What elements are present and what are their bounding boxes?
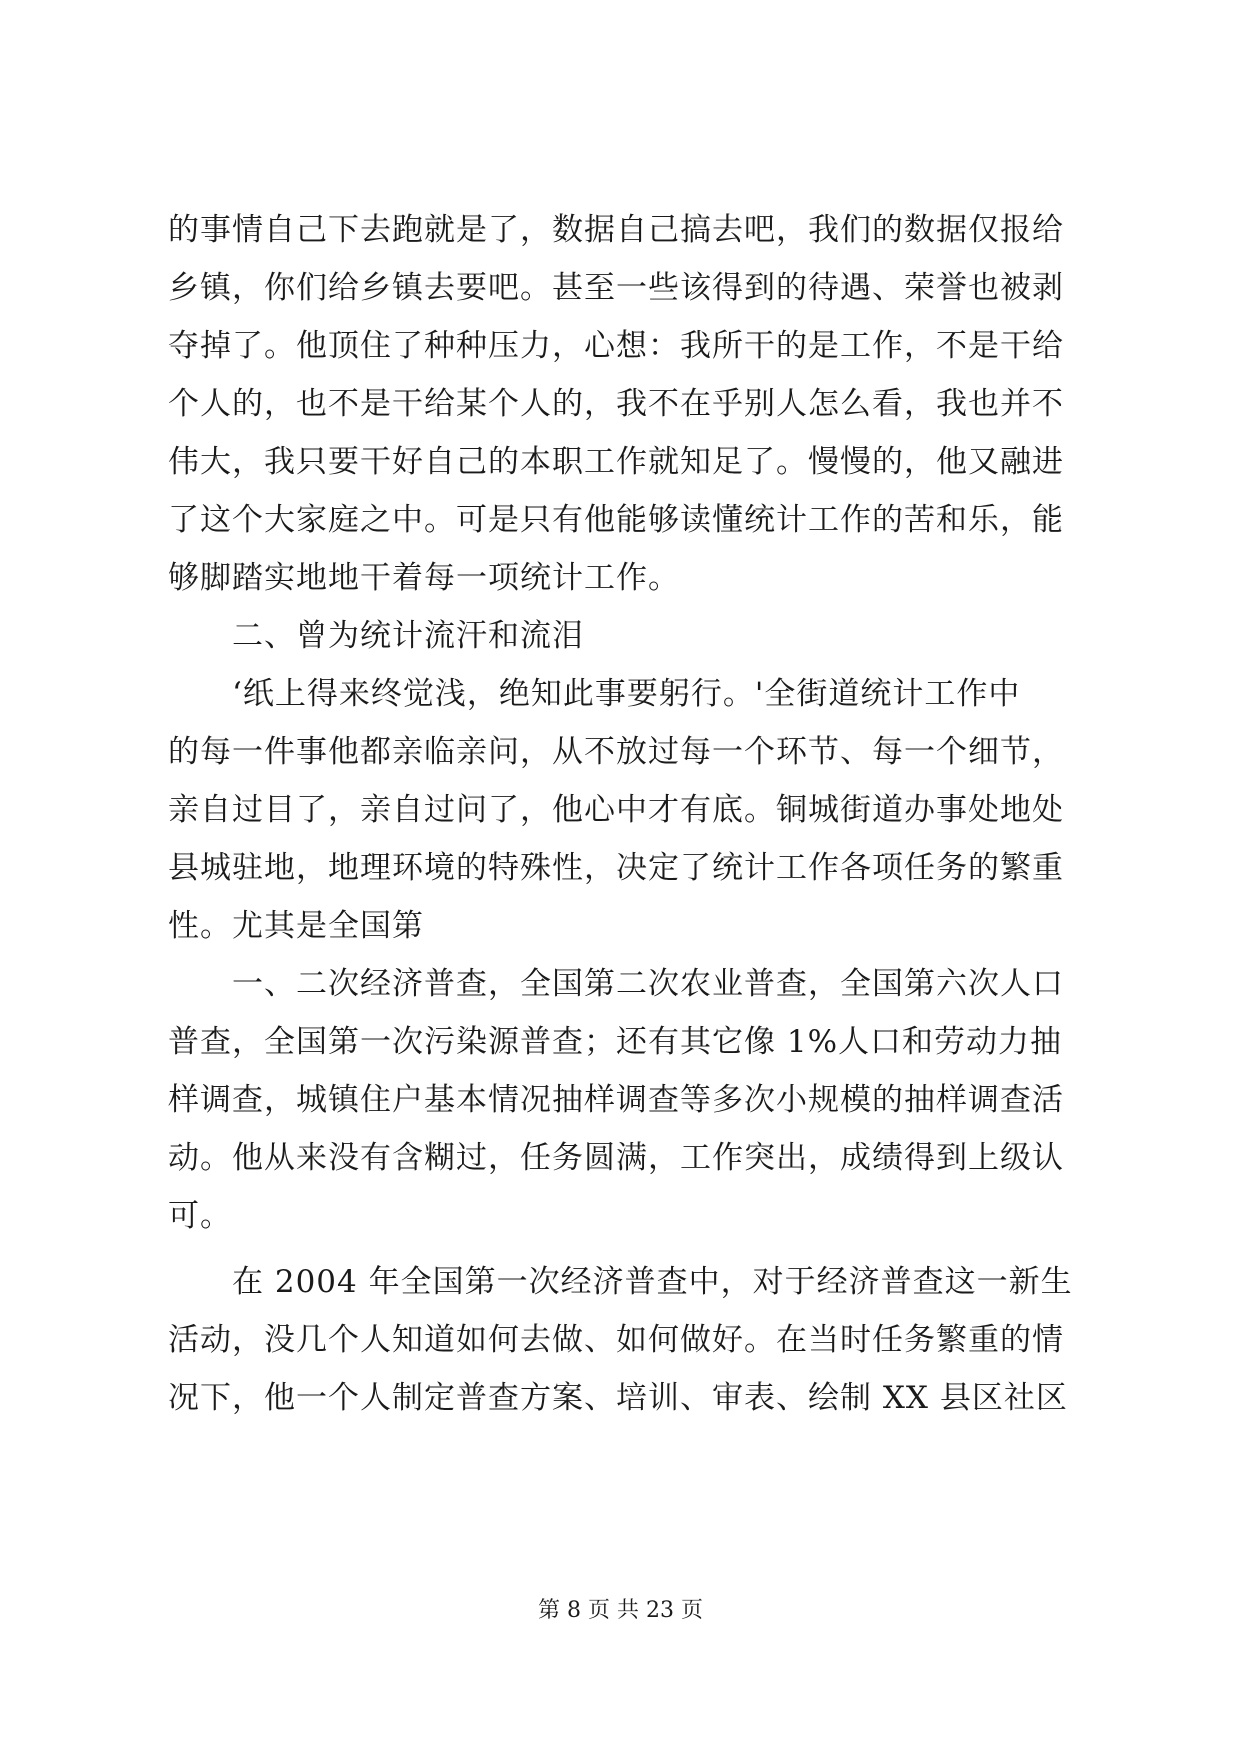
text-line: 可。 <box>168 1198 232 1234</box>
text-line: 样调查，城镇住户基本情况抽样调查等多次小规模的抽样调查活 <box>168 1082 1064 1118</box>
text-line: 了这个大家庭之中。可是只有他能够读懂统计工作的苦和乐，能 <box>168 502 1064 538</box>
text-line: 动。他从来没有含糊过，任务圆满，工作突出，成绩得到上级认 <box>168 1140 1064 1176</box>
page-footer: 第 8 页 共 23 页 <box>538 1598 703 1623</box>
text-line: 的每一件事他都亲临亲问，从不放过每一个环节、每一个细节， <box>168 734 1064 770</box>
text-line: 够脚踏实地地干着每一项统计工作。 <box>168 560 680 596</box>
section-heading: 二、曾为统计流汗和流泪 <box>232 618 584 654</box>
text-line: ‘纸上得来终觉浅，绝知此事要躬行。'全街道统计工作中 <box>232 676 1021 712</box>
text-line: 亲自过目了，亲自过问了，他心中才有底。铜城街道办事处地处 <box>168 792 1064 828</box>
text-line: 乡镇，你们给乡镇去要吧。甚至一些该得到的待遇、荣誉也被剥 <box>168 270 1064 306</box>
text-line: 在 2004 年全国第一次经济普查中，对于经济普查这一新生 <box>232 1264 1073 1300</box>
text-line: 况下，他一个人制定普查方案、培训、审表、绘制 XX 县区社区 <box>168 1380 1068 1416</box>
text-line: 的事情自己下去跑就是了，数据自己搞去吧，我们的数据仅报给 <box>168 212 1064 248</box>
text-line: 活动，没几个人知道如何去做、如何做好。在当时任务繁重的情 <box>168 1322 1064 1358</box>
text-line: 普查，全国第一次污染源普查；还有其它像 1%人口和劳动力抽 <box>168 1024 1063 1060</box>
text-line: 伟大，我只要干好自己的本职工作就知足了。慢慢的，他又融进 <box>168 444 1064 480</box>
text-line: 性。尤其是全国第 <box>168 908 424 944</box>
text-line: 夺掉了。他顶住了种种压力，心想：我所干的是工作，不是干给 <box>168 328 1064 364</box>
text-line: 县城驻地，地理环境的特殊性，决定了统计工作各项任务的繁重 <box>168 850 1064 886</box>
text-line: 个人的，也不是干给某个人的，我不在乎别人怎么看，我也并不 <box>168 386 1064 422</box>
text-line: 一、二次经济普查，全国第二次农业普查，全国第六次人口 <box>232 966 1064 1002</box>
